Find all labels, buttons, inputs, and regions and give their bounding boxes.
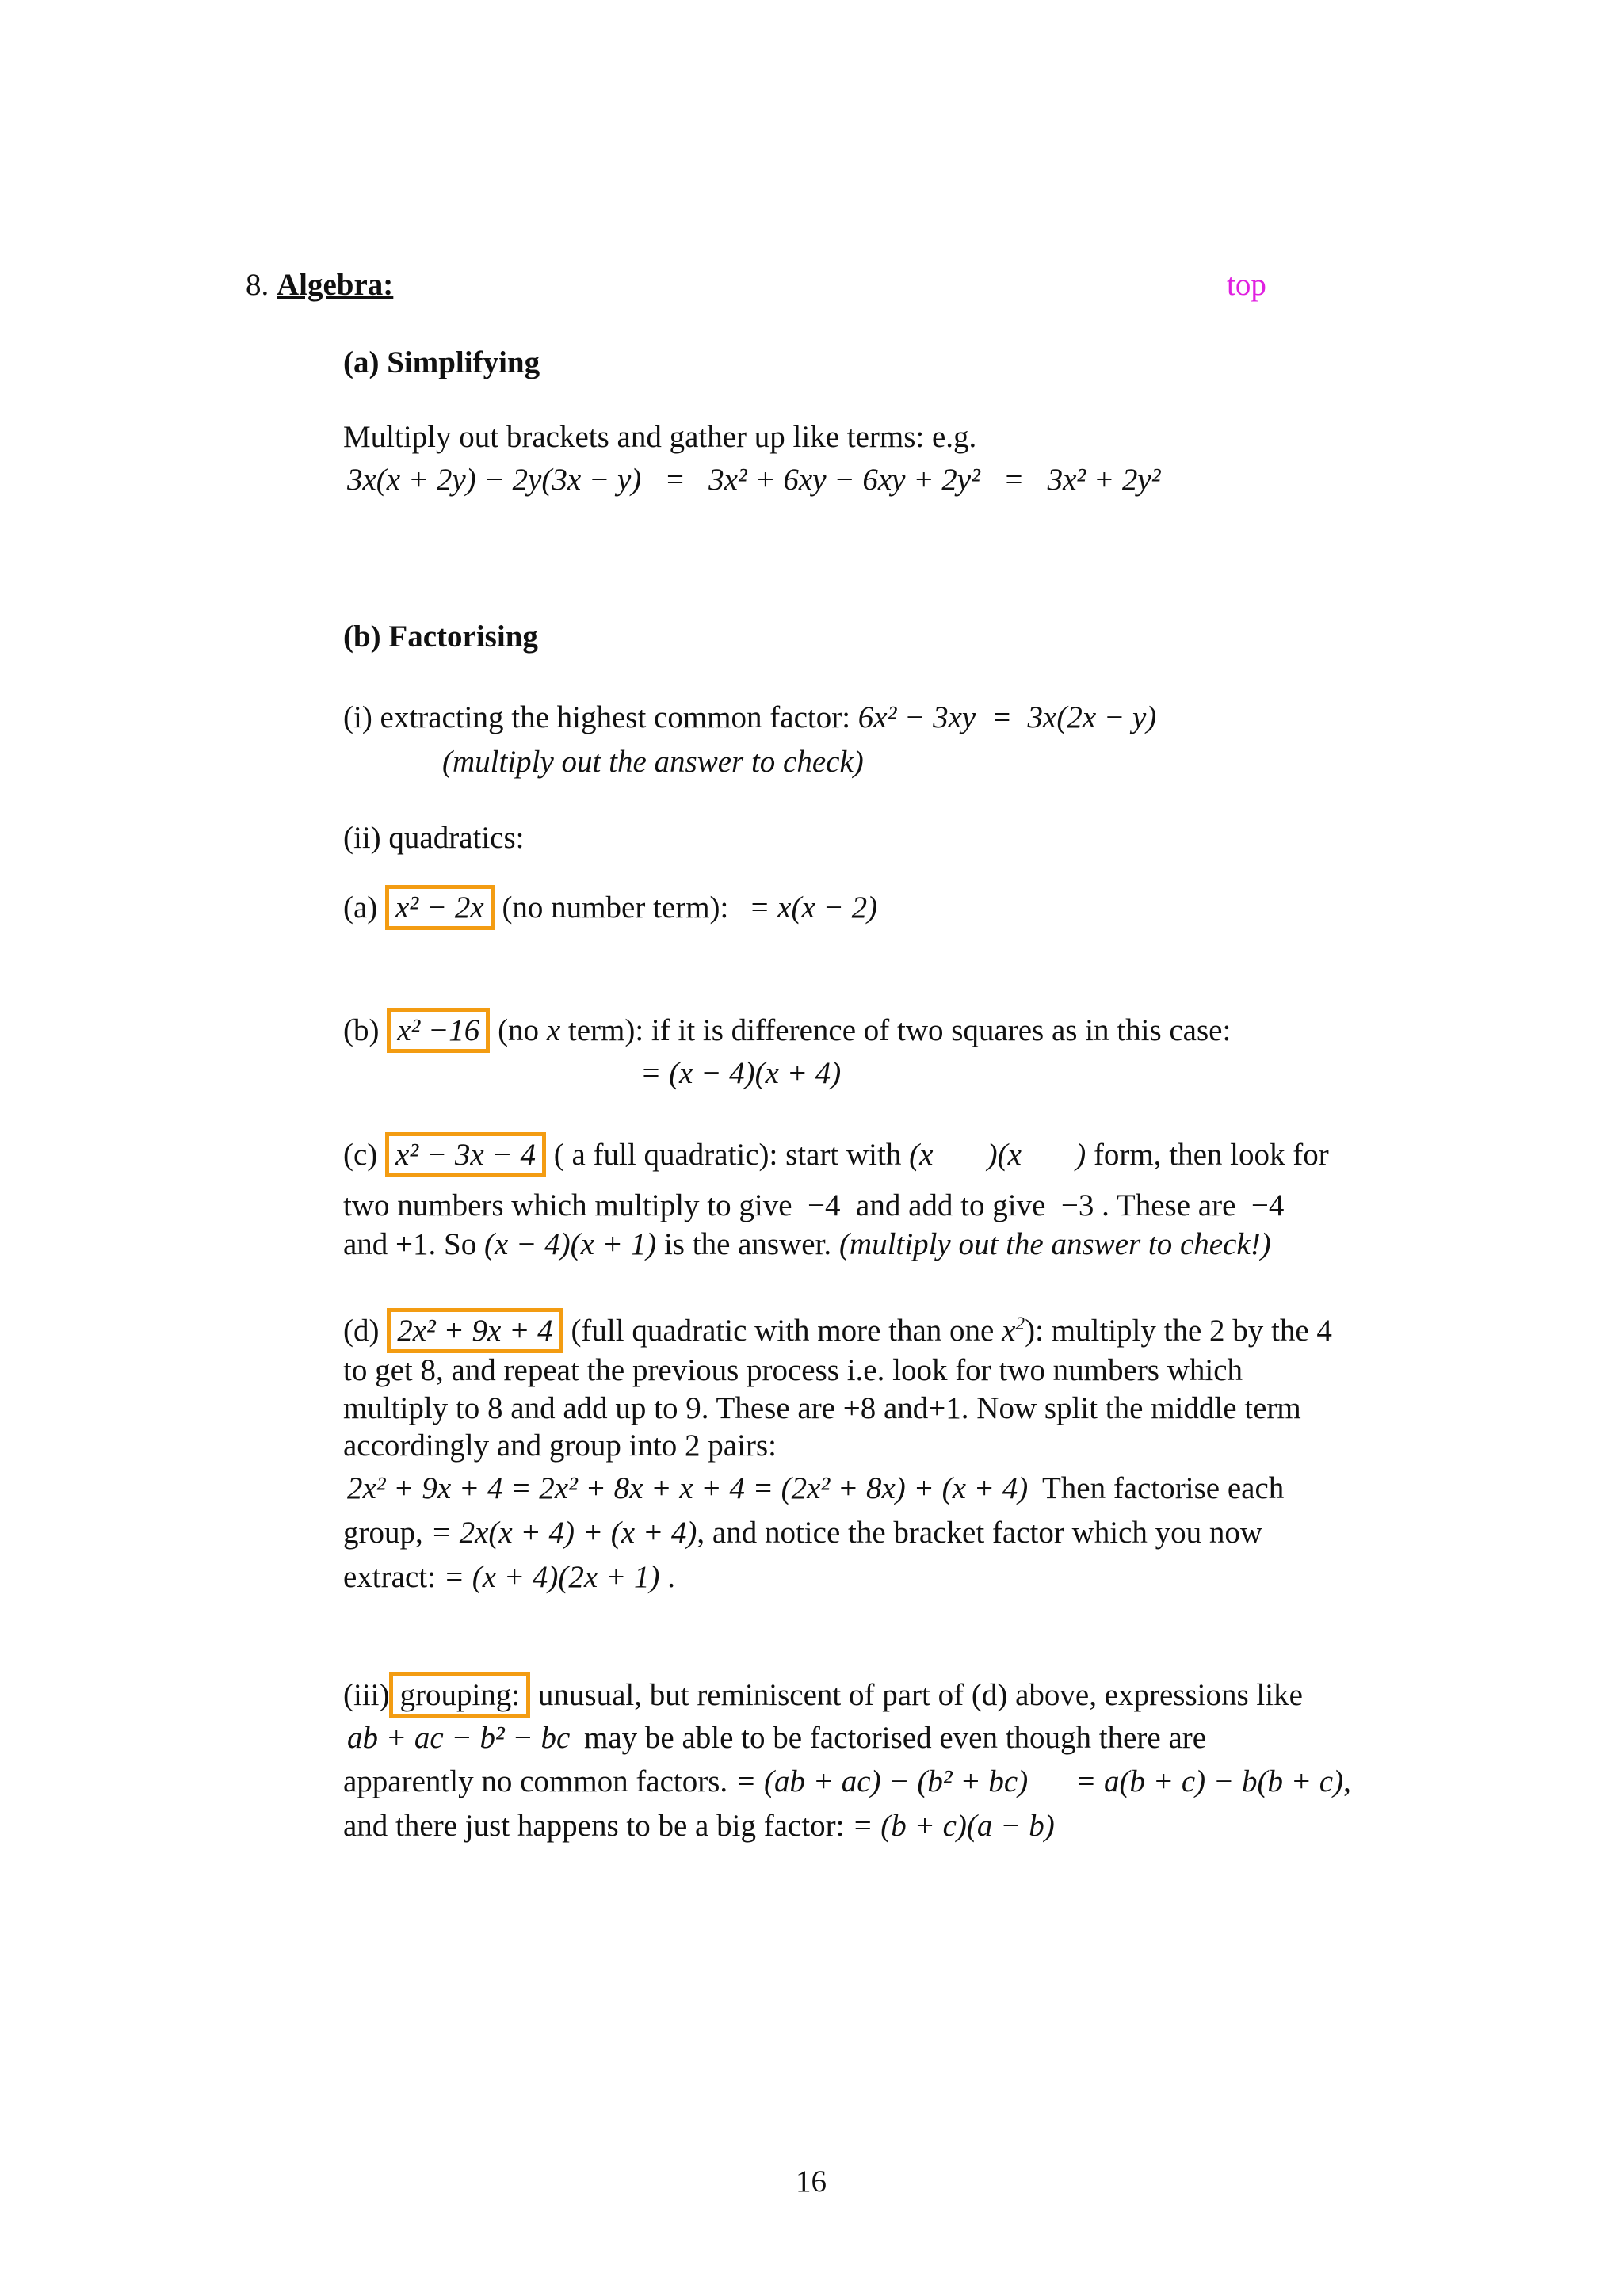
simplifying-example: 3x(x + 2y) − 2y(3x − y) = 3x² + 6xy − 6xy + 2y² = 3x² + 2y² (347, 463, 1161, 497)
quadratic-d-line5 (347, 1471, 1284, 1507)
quadratic-a-desc: (no number term): (502, 891, 729, 925)
quadratic-b-label: (b) (343, 1013, 380, 1047)
quadratic-c-label: (c) (343, 1138, 378, 1172)
hcf-text: (i) extracting the highest common factor: (343, 700, 851, 734)
page-number: 16 (796, 2164, 827, 2199)
quadratic-c-line1 (343, 1138, 1329, 1173)
quadratics-label: (ii) quadratics: (343, 821, 525, 855)
quadratic-a-expr: x² − 2x (385, 885, 495, 930)
quadratic-d-line7-a: extract: (343, 1560, 436, 1594)
quadratic-c-line3 (343, 1227, 1271, 1263)
grouping-text3: apparently no common factors. (343, 1764, 728, 1798)
quadratic-c-answer: (x − 4)(x + 1) (484, 1227, 657, 1261)
section-heading (246, 268, 393, 303)
quadratic-d-text-a: (full quadratic with more than one (571, 1314, 995, 1348)
quadratic-b-desc-var: x (546, 1013, 561, 1047)
quadratic-d-line3: multiply to 8 and add up to 9. These are +8 and+1. Now split the middle term (343, 1391, 1301, 1425)
quadratic-d-split: 2x² + 9x + 4 = 2x² + 8x + x + 4 = (2x² + 8x) + (x + 4) (347, 1471, 1029, 1505)
simplifying-intro: Multiply out brackets and gather up like terms: e.g. (343, 420, 977, 454)
quadratic-d-line6-a: group, (343, 1516, 423, 1550)
grouping-answer: = (b + c)(a − b) (852, 1809, 1055, 1843)
grouping-step2: = a(b + c) − b(b + c) (1075, 1764, 1344, 1798)
quadratic-a-label: (a) (343, 891, 378, 925)
quadratic-b-desc-pre: (no (498, 1013, 540, 1047)
quadratic-b-desc-post: term): if it is difference of two squares as in this case: (567, 1013, 1232, 1047)
quadratic-d-line7-b: . (667, 1560, 675, 1594)
quadratic-d-answer: = (x + 4)(2x + 1) (443, 1560, 660, 1594)
quadratic-d-var: $x^2$ (1002, 1314, 1025, 1348)
quadratic-b-line (343, 1013, 1231, 1049)
grouping-expression: ab + ac − b² − bc (347, 1721, 571, 1755)
quadratic-d-line6-b: , and notice the bracket factor which you now (697, 1516, 1263, 1550)
quadratic-a-result: = x(x − 2) (749, 891, 878, 925)
quadratic-c-line3-b: is the answer. (663, 1227, 832, 1261)
quadratic-c-text-b: form, then look for (1093, 1138, 1329, 1172)
factorising-heading: (b) Factorising (343, 620, 538, 654)
quadratic-a-line (343, 891, 877, 926)
grouping-line4 (343, 1809, 1055, 1844)
grouping-text2: may be able to be factorised even though there are (584, 1721, 1207, 1755)
quadratic-d-expr: 2x² + 9x + 4 (387, 1308, 563, 1353)
quadratic-c-text-a: ( a full quadratic): start with (553, 1138, 902, 1172)
hcf-math: 6x² − 3xy = 3x(2x − y) (857, 700, 1157, 734)
grouping-comma: , (1343, 1764, 1351, 1798)
section-title: Algebra: (277, 268, 394, 302)
quadratic-d-line1 (343, 1314, 1332, 1349)
quadratic-d-line6 (343, 1516, 1262, 1551)
grouping-word: grouping: (389, 1672, 530, 1718)
quadratic-b-expr: x² −16 (387, 1008, 490, 1053)
section-number: 8. (246, 268, 269, 302)
quadratic-d-label: (d) (343, 1314, 380, 1348)
quadratic-d-text-b: ): multiply the 2 by the 4 (1025, 1314, 1332, 1348)
top-link[interactable]: top (1227, 268, 1266, 302)
grouping-line3 (343, 1764, 1351, 1800)
grouping-line1 (343, 1678, 1303, 1714)
quadratic-c-form: (x )(x ) (909, 1138, 1086, 1172)
simplifying-heading: (a) Simplifying (343, 345, 540, 379)
quadratic-b-result: = (x − 4)(x + 4) (640, 1056, 842, 1090)
quadratic-c-line3-a: and +1. So (343, 1227, 477, 1261)
grouping-text1: unusual, but reminiscent of part of (d) above, expressions like (537, 1678, 1303, 1712)
grouping-label: (iii) (343, 1678, 390, 1712)
quadratic-d-line2: to get 8, and repeat the previous process i.e. look for two numbers which (343, 1353, 1243, 1387)
quadratic-c-line2: two numbers which multiply to give −4 and add to give −3 . These are −4 (343, 1188, 1285, 1222)
quadratic-d-grouped: = 2x(x + 4) + (x + 4) (430, 1516, 697, 1550)
quadratic-c-expr: x² − 3x − 4 (385, 1132, 546, 1177)
quadratic-c-note: (multiply out the answer to check!) (838, 1227, 1271, 1261)
hcf-note: (multiply out the answer to check) (442, 745, 864, 779)
hcf-line (343, 700, 1156, 736)
quadratic-d-line4: accordingly and group into 2 pairs: (343, 1428, 777, 1463)
grouping-step1: = (ab + ac) − (b² + bc) (735, 1764, 1029, 1798)
quadratic-d-line7 (343, 1560, 675, 1596)
grouping-text4: and there just happens to be a big factor: (343, 1809, 845, 1843)
quadratic-d-line5-b: Then factorise each (1041, 1471, 1285, 1505)
grouping-line2 (347, 1721, 1206, 1756)
